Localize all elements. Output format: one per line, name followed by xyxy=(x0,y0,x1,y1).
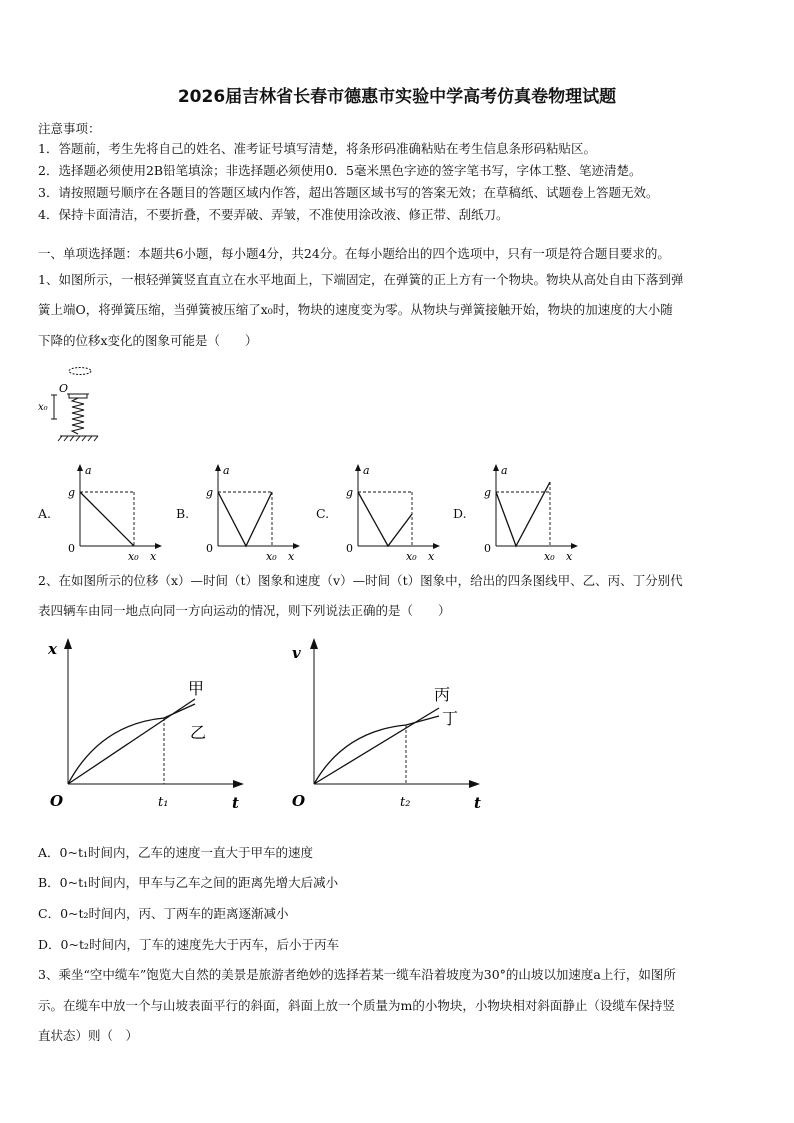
acceleration-curve xyxy=(218,492,272,546)
q2-text: 2、在如图所示的位移（x）—时间（t）图象和速度（v）—时间（t）图象中，给出的四条图线甲、乙、丙、丁分别代 xyxy=(38,573,683,588)
x0-label: x₀ xyxy=(128,550,139,563)
notice-item: 2．选择题必须使用2B铅笔填涂；非选择题必须使用0．5毫米黑色字迹的签字笔书写，字体工整、笔迹清楚。 xyxy=(38,163,642,178)
spring-top-label: O xyxy=(59,382,69,395)
x-axis-arrow xyxy=(571,543,578,549)
vt-graph xyxy=(284,636,509,816)
g-label: g xyxy=(68,486,76,499)
y-axis-arrow xyxy=(355,464,361,471)
option-a-label: A. xyxy=(38,506,52,521)
xt-ylabel: x xyxy=(48,640,57,658)
x-axis-arrow xyxy=(433,543,440,549)
q1-text: 1、如图所示，一根轻弹簧竖直直立在水平地面上，下端固定，在弹簧的正上方有一个物块。物块从高处自由下落到弹 xyxy=(38,272,684,287)
origin-label: 0 xyxy=(484,542,491,555)
option-d-graph xyxy=(480,462,590,562)
xt-xlabel: t xyxy=(232,794,239,812)
q3-text: 3、乘坐“空中缆车”饱览大自然的美景是旅游者绝妙的选择若某一缆车沿着坡度为30°的山坡以加速度a上行，如图所 xyxy=(38,967,676,982)
g-label: g xyxy=(206,486,214,499)
notice-item: 3．请按照题号顺序在各题目的答题区域内作答，超出答题区域书写的答案无效；在草稿纸、试题卷上答题无效。 xyxy=(38,185,659,200)
q2-option-d: D．0~t₂时间内，丁车的速度先大于丙车，后小于丙车 xyxy=(38,937,339,952)
section-heading: 一、单项选择题：本题共6小题，每小题4分，共24分。在每小题给出的四个选项中，只有一项是符合题目要求的。 xyxy=(38,246,670,261)
option-a-graph xyxy=(64,462,174,562)
q3-text: 直状态）则（ ） xyxy=(38,1028,139,1043)
option-b-label: B. xyxy=(176,506,190,521)
curve-jia xyxy=(68,699,195,784)
xt-graph xyxy=(40,636,265,816)
x-label: x xyxy=(428,550,435,563)
x-axis-arrow xyxy=(293,543,300,549)
option-c-label: C. xyxy=(316,506,330,521)
g-label: g xyxy=(346,486,354,499)
origin-label: 0 xyxy=(68,542,75,555)
label-ding: 丁 xyxy=(442,709,459,728)
x-axis-arrow xyxy=(155,543,162,549)
y-axis-arrow xyxy=(77,464,83,471)
spring-coil xyxy=(72,398,84,434)
spring-figure xyxy=(38,364,108,444)
vt-ylabel: v xyxy=(292,644,301,662)
x0-label: x₀ xyxy=(544,550,555,563)
x0-label: x₀ xyxy=(406,550,417,563)
xt-tick-t1: t₁ xyxy=(158,795,169,810)
vt-xlabel: t xyxy=(474,794,481,812)
x-label: x xyxy=(566,550,573,563)
option-d-label: D. xyxy=(453,506,467,521)
option-b-graph xyxy=(202,462,312,562)
a-label: a xyxy=(501,464,508,477)
label-yi: 乙 xyxy=(190,723,207,742)
origin-label: 0 xyxy=(206,542,213,555)
xt-origin: O xyxy=(50,792,64,810)
x-label: x xyxy=(150,550,157,563)
compression-label: x₀ xyxy=(38,402,48,413)
a-label: a xyxy=(85,464,92,477)
q1-text: 下降的位移x变化的图象可能是（ ） xyxy=(38,333,258,348)
label-jia: 甲 xyxy=(188,679,205,698)
notice-item: 4．保持卡面清洁，不要折叠，不要弄破、弄皱，不准使用涂改液、修正带、刮纸刀。 xyxy=(38,207,509,222)
g-label: g xyxy=(484,486,492,499)
vt-origin: O xyxy=(292,792,306,810)
a-label: a xyxy=(223,464,230,477)
label-bing: 丙 xyxy=(434,685,451,704)
vt-tick-t2: t₂ xyxy=(400,795,411,810)
acceleration-curve xyxy=(358,492,412,546)
page-title: 2026届吉林省长春市德惠市实验中学高考仿真卷物理试题 xyxy=(177,87,617,107)
a-label: a xyxy=(363,464,370,477)
q2-option-a: A．0~t₁时间内，乙车的速度一直大于甲车的速度 xyxy=(38,845,313,860)
y-axis-arrow xyxy=(493,464,499,471)
curve-ding xyxy=(314,716,439,784)
curve-bing xyxy=(314,708,439,784)
block-ellipse xyxy=(69,368,91,375)
origin-label: 0 xyxy=(346,542,353,555)
notice-item: 1．答题前，考生先将自己的姓名、准考证号填写清楚，将条形码准确粘贴在考生信息条形码粘贴区。 xyxy=(38,141,596,156)
option-c-graph xyxy=(342,462,452,562)
acceleration-curve xyxy=(80,492,134,546)
q3-text: 示。在缆车中放一个与山坡表面平行的斜面，斜面上放一个质量为m的小物块，小物块相对斜面静止（设缆车保持竖 xyxy=(38,998,675,1013)
q2-text: 表四辆车由同一地点向同一方向运动的情况，则下列说法正确的是（ ） xyxy=(38,603,451,618)
notice-heading: 注意事项： xyxy=(38,121,101,136)
q2-option-c: C．0~t₂时间内，丙、丁两车的距离逐渐减小 xyxy=(38,906,289,921)
y-axis-arrow xyxy=(215,464,221,471)
x-label: x xyxy=(288,550,295,563)
x0-label: x₀ xyxy=(266,550,277,563)
q1-text: 簧上端O，将弹簧压缩，当弹簧被压缩了x₀时，物块的速度变为零。从物块与弹簧接触开始，物块的加速度的大小随 xyxy=(38,302,673,317)
q2-option-b: B．0~t₁时间内，甲车与乙车之间的距离先增大后减小 xyxy=(38,875,339,890)
